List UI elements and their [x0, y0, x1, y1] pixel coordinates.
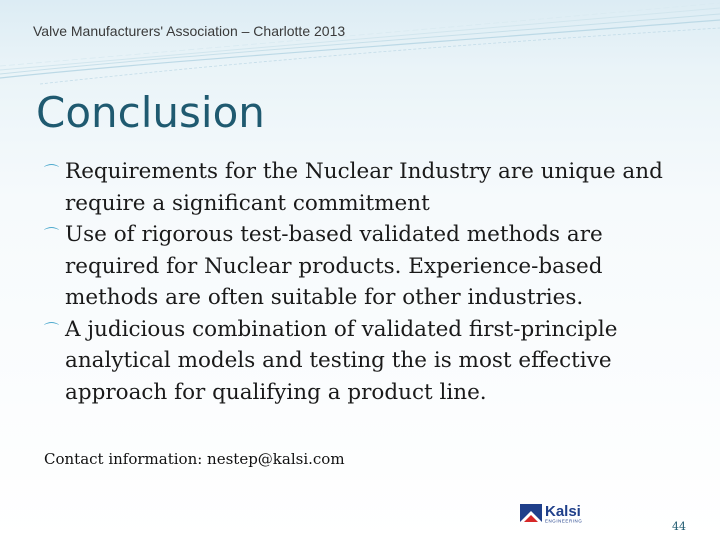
bullet-text: Requirements for the Nuclear Industry are unique and require a significant commitment [65, 159, 663, 216]
bullet-item [44, 314, 684, 409]
swirl-bullet-icon: ⌒ [44, 320, 60, 339]
bullet-text: A judicious combination of validated first-principle analytical models and testing the is most effective approach for qualifying a product line. [65, 316, 618, 405]
swirl-bullet-icon: ⌒ [44, 226, 60, 244]
kalsi-logo [520, 502, 616, 524]
bullet-text: Use of rigorous test-based validated methods are required for Nuclear products. Experience-based methods are often suitable for other industries. [65, 222, 603, 310]
logo-text: Kalsi [545, 503, 581, 520]
page-number: 44 [672, 520, 686, 533]
header-swoosh-decoration [0, 0, 720, 90]
bullet-item [44, 156, 684, 219]
swirl-bullet-icon: ⌒ [44, 163, 60, 181]
bullet-item [44, 219, 684, 314]
header-text: Valve Manufacturers' Association – Charlotte 2013 [33, 23, 346, 39]
contact-information: Contact information: nestep@kalsi.com [44, 450, 345, 468]
bullet-list [44, 156, 684, 408]
logo-subtext: ENGINEERING [545, 518, 583, 524]
slide-title: Conclusion [36, 88, 265, 137]
